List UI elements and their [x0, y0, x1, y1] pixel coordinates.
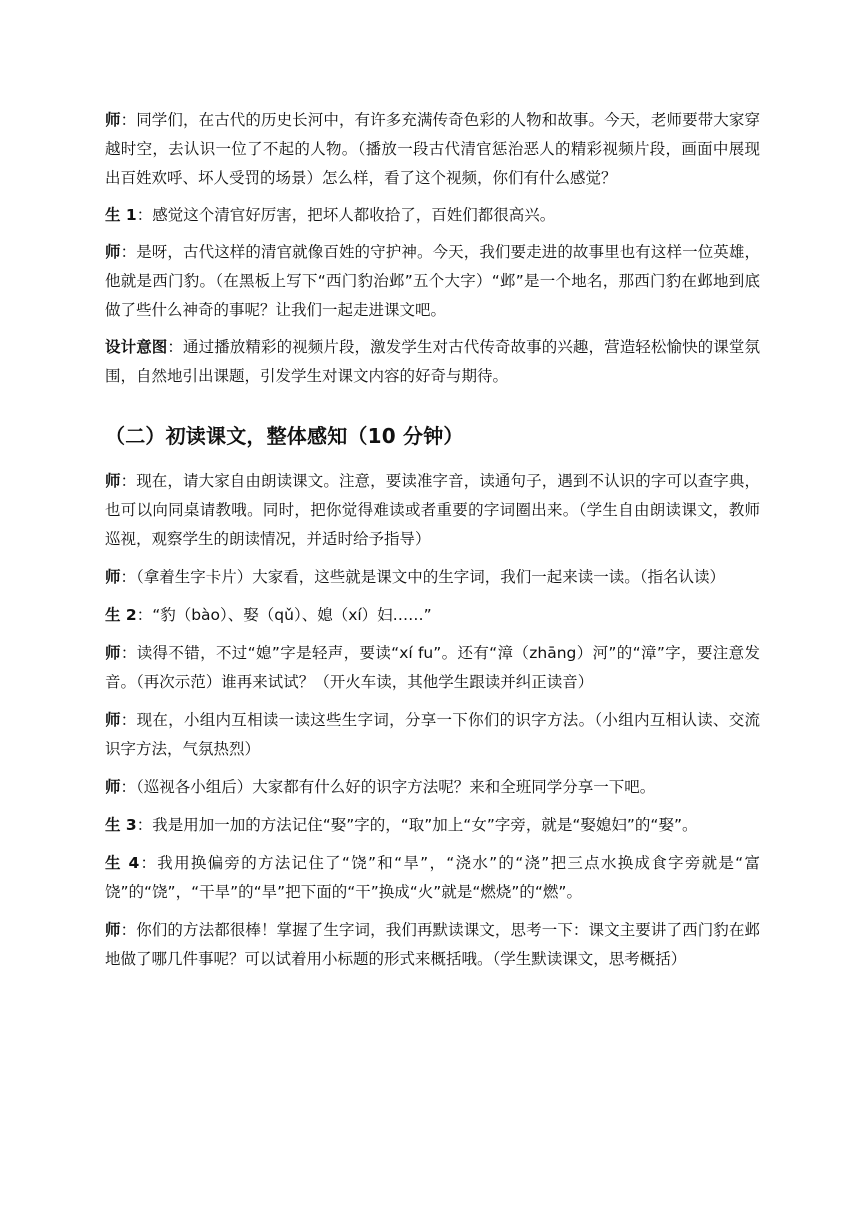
document-body [105, 106, 760, 974]
speaker-label: 师 [105, 921, 121, 939]
speaker-label: 生 2 [105, 606, 137, 624]
dialogue-paragraph [105, 639, 760, 697]
speaker-label: 师 [105, 778, 121, 796]
dialogue-paragraph [105, 106, 760, 193]
dialogue-text: ：同学们，在古代的历史长河中，有许多充满传奇色彩的人物和故事。今天，老师要带大家穿越时空，去认识一位了不起的人物。（播放一段古代清官惩治恶人的精彩视频片段，画面中展现出百姓欢呼、坏人受罚的场景）怎么样，看了这个视频，你们有什么感觉？ [105, 111, 760, 187]
speaker-label: 师 [105, 644, 121, 662]
design-intent-paragraph [105, 333, 760, 391]
dialogue-paragraph [105, 916, 760, 974]
dialogue-paragraph [105, 238, 760, 325]
design-intent-label: 设计意图 [105, 338, 168, 356]
dialogue-paragraph [105, 811, 760, 840]
dialogue-paragraph [105, 601, 760, 630]
dialogue-text: ：（巡视各小组后）大家都有什么好的识字方法呢？来和全班同学分享一下吧。 [120, 778, 656, 796]
dialogue-text: ：感觉这个清官好厉害，把坏人都收拾了，百姓们都很高兴。 [136, 206, 556, 224]
design-intent-text: ：通过播放精彩的视频片段，激发学生对古代传奇故事的兴趣，营造轻松愉快的课堂氛围，自然地引出课题，引发学生对课文内容的好奇与期待。 [105, 338, 760, 385]
speaker-label: 师 [105, 568, 121, 586]
speaker-label: 师 [105, 472, 121, 490]
dialogue-paragraph [105, 706, 760, 764]
dialogue-text: ：（拿着生字卡片）大家看，这些就是课文中的生字词，我们一起来读一读。（指名认读） [120, 568, 726, 586]
dialogue-text: ：你们的方法都很棒！掌握了生字词，我们再默读课文，思考一下：课文主要讲了西门豹在邺地做了哪几件事呢？可以试着用小标题的形式来概括哦。（学生默读课文，思考概括） [105, 921, 760, 968]
dialogue-text: ：读得不错，不过“媳”字是轻声，要读“xí fu”。还有“漳（zhāng）河”的“漳”字，要注意发音。（再次示范）谁再来试试？（开火车读，其他学生跟读并纠正读音） [105, 644, 760, 691]
dialogue-text: ：“豹（bào）、娶（qǔ）、媳（xí）妇……” [136, 606, 432, 624]
dialogue-text: ：现在，请大家自由朗读课文。注意，要读准字音，读通句子，遇到不认识的字可以查字典，也可以向同桌请教哦。同时，把你觉得难读或者重要的字词圈出来。（学生自由朗读课文，教师巡视，观察学生的朗读情况，并适时给予指导） [105, 472, 760, 548]
dialogue-text: ：现在，小组内互相读一读这些生字词，分享一下你们的识字方法。（小组内互相认读、交流识字方法，气氛热烈） [105, 711, 760, 758]
speaker-label: 师 [105, 711, 121, 729]
dialogue-paragraph [105, 849, 760, 907]
dialogue-paragraph [105, 773, 760, 802]
section-heading: （二）初读课文，整体感知（10 分钟） [105, 424, 464, 448]
dialogue-text: ：我是用加一加的方法记住“娶”字的，“取”加上“女”字旁，就是“娶媳妇”的“娶”。 [136, 816, 698, 834]
dialogue-paragraph [105, 563, 760, 592]
speaker-label: 师 [105, 111, 121, 129]
speaker-label: 生 3 [105, 816, 137, 834]
speaker-label: 生 4 [105, 854, 140, 872]
dialogue-text: ：是呀，古代这样的清官就像百姓的守护神。今天，我们要走进的故事里也有这样一位英雄，他就是西门豹。（在黑板上写下“西门豹治邺”五个大字）“邺”是一个地名，那西门豹在邺地到底做了些什么神奇的事呢？让我们一起走进课文吧。 [105, 243, 760, 319]
dialogue-text: ：我用换偏旁的方法记住了“饶”和“旱”，“浇水”的“浇”把三点水换成食字旁就是“富饶”的“饶”，“干旱”的“旱”把下面的“干”换成“火”就是“燃烧”的“燃”。 [105, 854, 760, 901]
dialogue-paragraph [105, 201, 760, 230]
speaker-label: 师 [105, 243, 121, 261]
speaker-label: 生 1 [105, 206, 137, 224]
dialogue-paragraph [105, 467, 760, 554]
